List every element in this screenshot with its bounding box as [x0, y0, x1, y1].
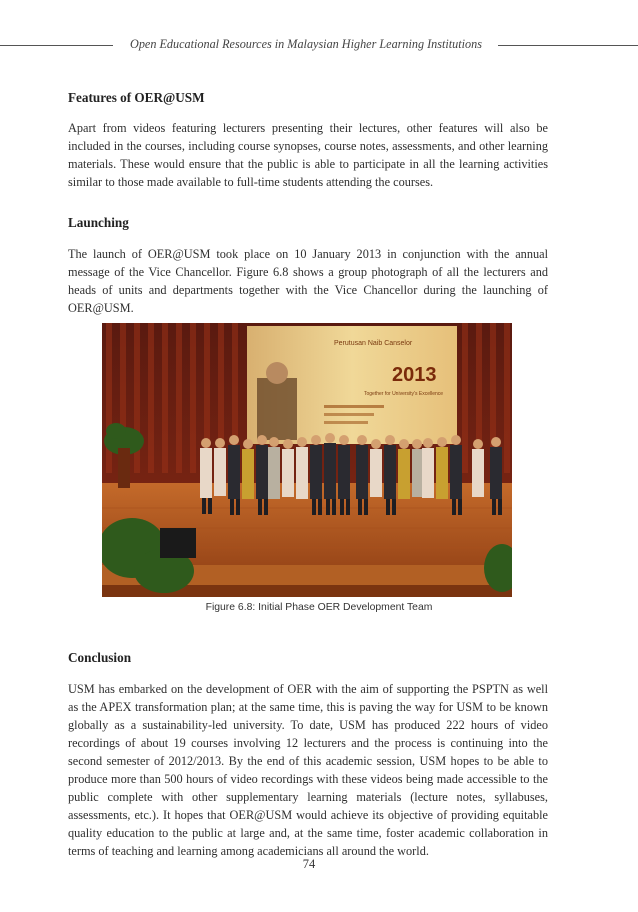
screen-text-line3: Together for University's Excellence [364, 391, 444, 397]
section-heading-features: Features of OER@USM [68, 90, 205, 105]
header-rule-right [498, 45, 638, 46]
section-heading-conclusion: Conclusion [68, 650, 132, 665]
running-title: Open Educational Resources in Malaysian Higher Learning Institutions [130, 37, 482, 51]
screen-text-line2: 2013 [392, 364, 437, 386]
section-body-features: Apart from videos featuring lecturers presenting their lectures, other features will also be included in the courses, including course synopses, course notes, assessments, and other learning materials. These would ensure that the public is able to participate in all the learning activities similar to those made available to full-time students attending the courses. [68, 121, 548, 189]
page-number: 74 [302, 857, 316, 871]
header-rule-left [0, 45, 113, 46]
section-body-launching: The launch of OER@USM took place on 10 January 2013 in conjunction with the annual message of the Vice Chancellor. Figure 6.8 shows a group photograph of all the lecturers and heads of units and departments together with the Vice Chancellor during the launching of OER@USM. [68, 247, 548, 315]
group-photograph [102, 323, 512, 597]
figure-caption: Figure 6.8: Initial Phase OER Development Team [205, 602, 433, 613]
screen-text-line1: Perutusan Naib Canselor [334, 340, 413, 347]
section-heading-launching: Launching [68, 215, 129, 230]
running-header [0, 37, 638, 55]
section-body-conclusion: USM has embarked on the development of OER with the aim of supporting the PSPTN as well as the APEX transformation plan; at the same time, this is paving the way for USM to be known globally as a sustainability-led university. To date, USM has produced 222 hours of video recordings of about 19 courses involving 12 lecturers and the process is continuing into the second semester of 2012/2013. By the end of this academic session, USM hopes to be able to produce more than 500 hours of video recordings with these videos being made accessible to the public complete with other supplementary learning materials (lecture notes, syllabuses, assessments, etc.). It hopes that OER@USM would achieve its objective of providing equitable quality education to the public at large and, at the same time, foster academic collaboration in terms of teaching and learning among academicians all around the world. [68, 682, 548, 858]
